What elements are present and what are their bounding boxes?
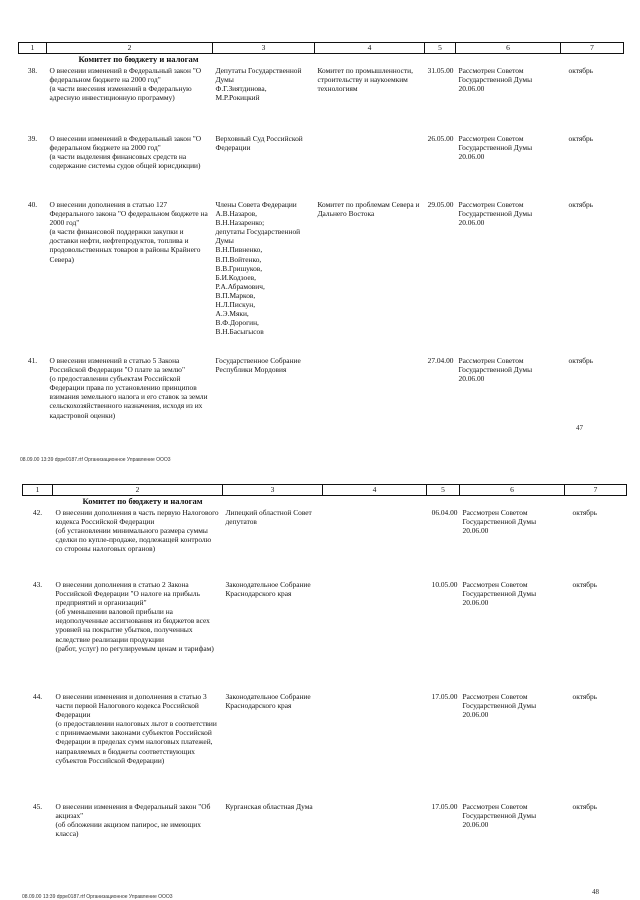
bill-title: О внесении изменения и дополнения в статью 3 части первой Налогового кодекса Российской Федерации (о предоставлении налоговых льгот в соответствии с принимаемыми законами субъектов Российской Федерации в пределах сумм налоговых платежей, направляемых в бюджеты соответствующих субъектов Российской Федерации) <box>55 692 217 765</box>
bill-status: Рассмотрен Советом Государственной Думы 20.06.00 <box>458 200 533 228</box>
submission-date: 17.05.00 <box>431 802 458 811</box>
responsible-committee: Комитет по промышленности, строительству и наукоемким технологиям <box>317 66 413 94</box>
row-number: 41. <box>27 356 38 365</box>
legislation-table <box>22 484 627 852</box>
row-number: 44. <box>32 692 43 701</box>
column-header-2: 2 <box>53 485 223 496</box>
bill-status: Рассмотрен Советом Государственной Думы 20.06.00 <box>462 802 537 830</box>
section-heading-row <box>19 54 624 67</box>
bill-author: Верховный Суд Российской Федерации <box>215 134 303 153</box>
row-number: 38. <box>27 66 38 75</box>
planned-month: октябрь <box>568 134 594 143</box>
column-header-3: 3 <box>213 43 315 54</box>
row-number: 39. <box>27 134 38 143</box>
responsible-committee <box>323 508 427 580</box>
bill-title: О внесении дополнения в часть первую Налогового кодекса Российской Федерации (об установлении минимального размера суммы сделки по купле-продаже, подлежащей контролю со стороны налоговых органов) <box>55 508 219 554</box>
page-number: 47 <box>576 424 583 432</box>
column-header-1: 1 <box>19 43 47 54</box>
submission-date: 31.05.00 <box>427 66 454 75</box>
responsible-committee <box>323 692 427 802</box>
column-header-2: 2 <box>47 43 213 54</box>
column-header-5: 5 <box>425 43 456 54</box>
column-number-row <box>23 485 627 496</box>
column-header-4: 4 <box>315 43 425 54</box>
column-header-4: 4 <box>323 485 427 496</box>
submission-date: 10.05.00 <box>431 580 458 589</box>
submission-date: 26.05.00 <box>427 134 454 143</box>
bill-author: Законодательное Собрание Краснодарского края <box>225 692 311 711</box>
responsible-committee <box>323 580 427 692</box>
bill-title: О внесении дополнения в статью 127 Федерального закона "О федеральном бюджете на 2000 год" (в части финансовой поддержки закупки и доставки нефти, нефтепродуктов, топлива и продовольственных товаров в районы Крайнего Севера) <box>49 200 208 264</box>
column-header-3: 3 <box>223 485 323 496</box>
bill-author: Члены Совета Федерации А.В.Назаров, В.Н.Назаренко; депутаты Государственной Думы В.Н.Пивненко, В.П.Войтенко, В.В.Гришуков, Б.И.Кодзоев, Р.А.Абрамович, В.П.Марков, Н.Л.Пискун, А.Э.Мяки, В.Ф.Дорогин, В.Н.Басыгысов <box>215 200 301 337</box>
table-row <box>19 356 624 452</box>
submission-date: 06.04.00 <box>431 508 458 517</box>
column-header-5: 5 <box>427 485 460 496</box>
bill-author: Депутаты Государственной Думы Ф.Г.Зиятдинова, М.Р.Рокицкий <box>215 66 302 103</box>
table-row <box>23 692 627 802</box>
column-number-row <box>19 43 624 54</box>
row-number: 43. <box>32 580 43 589</box>
bill-status: Рассмотрен Советом Государственной Думы 20.06.00 <box>458 356 533 384</box>
column-header-7: 7 <box>565 485 627 496</box>
bill-author: Курганская областная Дума <box>225 802 313 811</box>
page-footer: 08.09.00 13:39 dppe0187.rtf Организационное Управление ООО3 <box>20 457 171 463</box>
section-heading: Комитет по бюджету и налогам <box>78 54 199 64</box>
column-header-6: 6 <box>456 43 561 54</box>
column-header-7: 7 <box>561 43 624 54</box>
page-number: 48 <box>592 888 599 896</box>
document-page-48 <box>0 470 640 900</box>
section-heading: Комитет по бюджету и налогам <box>82 496 203 506</box>
bill-status: Рассмотрен Советом Государственной Думы 20.06.00 <box>458 66 533 94</box>
planned-month: октябрь <box>568 66 594 75</box>
section-heading-row <box>23 496 627 509</box>
bill-title: О внесении изменения в Федеральный закон "Об акцизах" (об обложении акцизом папирос, не имеющих класса) <box>55 802 211 839</box>
responsible-committee: Комитет по проблемам Севера и Дальнего Востока <box>317 200 420 219</box>
bill-author: Государственное Собрание Республики Мордовия <box>215 356 301 375</box>
table-row <box>19 200 624 356</box>
responsible-committee <box>323 802 427 852</box>
bill-status: Рассмотрен Советом Государственной Думы 20.06.00 <box>462 580 537 608</box>
bill-status: Рассмотрен Советом Государственной Думы 20.06.00 <box>458 134 533 162</box>
table-row <box>23 508 627 580</box>
planned-month: октябрь <box>572 508 598 517</box>
planned-month: октябрь <box>572 580 598 589</box>
planned-month: октябрь <box>568 200 594 209</box>
bill-author: Законодательное Собрание Краснодарского края <box>225 580 311 599</box>
table-row <box>19 134 624 200</box>
bill-title: О внесении изменений в Федеральный закон "О федеральном бюджете на 2000 год" (в части внесения изменений в Федеральную адресную инвестиционную программу) <box>49 66 202 103</box>
submission-date: 17.05.00 <box>431 692 458 701</box>
row-number: 45. <box>32 802 43 811</box>
responsible-committee <box>315 134 425 200</box>
row-number: 40. <box>27 200 38 209</box>
table-row <box>23 580 627 692</box>
planned-month: октябрь <box>572 692 598 701</box>
planned-month: октябрь <box>572 802 598 811</box>
row-number: 42. <box>32 508 43 517</box>
bill-title: О внесении изменений в Федеральный закон "О федеральном бюджете на 2000 год" (в части выделения финансовых средств на содержание системы судов общей юрисдикции) <box>49 134 202 171</box>
column-header-6: 6 <box>460 485 565 496</box>
column-header-1: 1 <box>23 485 53 496</box>
planned-month: октябрь <box>568 356 594 365</box>
bill-status: Рассмотрен Советом Государственной Думы 20.06.00 <box>462 692 537 720</box>
submission-date: 27.04.00 <box>427 356 454 365</box>
bill-author: Липецкий областной Совет депутатов <box>225 508 312 527</box>
bill-status: Рассмотрен Советом Государственной Думы 20.06.00 <box>462 508 537 536</box>
table-row <box>23 802 627 852</box>
legislation-table <box>18 42 624 452</box>
page-footer: 08.09.00 13:39 dppe0187.rtf Организационное Управление ООО3 <box>22 894 173 900</box>
bill-title: О внесении дополнения в статью 2 Закона Российской Федерации "О налоге на прибыль предприятий и организаций" (об уменьшении валовой прибыли на недополученные ассигнования из бюджетов всех уровней на покрытие убытков, полученных вследствие реализации продукции (работ, услуг) по регулируемым ценам и тарифам) <box>55 580 214 653</box>
bill-title: О внесении изменений в статью 5 Закона Российской Федерации "О плате за землю" (о предоставлении субъектам Российской Федерации права по установлению принципов взимания земельного налога и его ставок за земли сельскохозяйственного назначения, исходя из их кадастровой оценки) <box>49 356 208 420</box>
submission-date: 29.05.00 <box>427 200 454 209</box>
table-row <box>19 66 624 134</box>
responsible-committee <box>315 356 425 452</box>
